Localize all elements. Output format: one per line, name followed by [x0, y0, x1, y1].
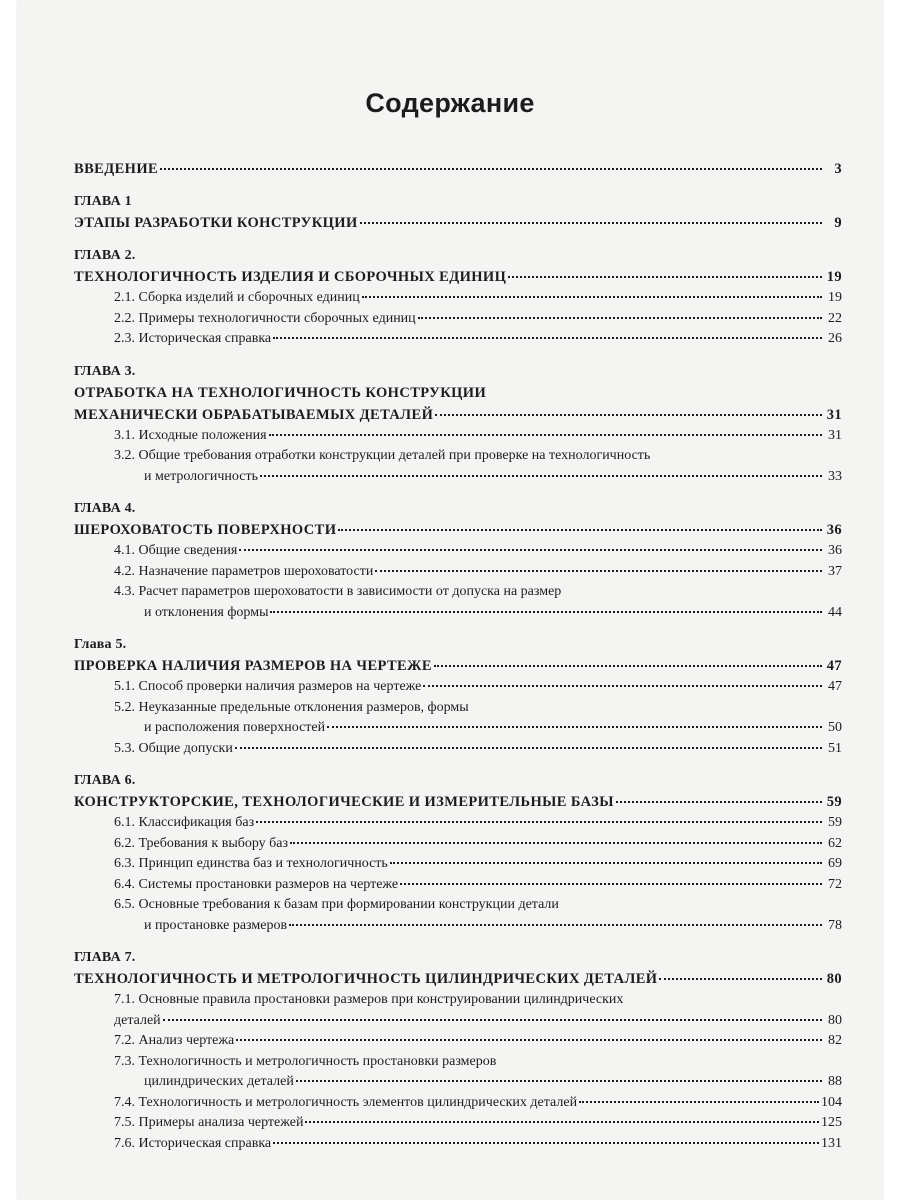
dot-leader — [273, 336, 822, 339]
chapter-label: Глава 5. — [74, 637, 127, 652]
dot-leader — [390, 861, 822, 864]
chapter-label: ГЛАВА 6. — [74, 773, 136, 788]
toc-entry-section[interactable] — [74, 1052, 842, 1093]
section-title-line: 4.3. Расчет параметров шероховатости в зависимости от допуска на размер — [114, 584, 562, 599]
section-line — [114, 541, 842, 562]
section-page: 104 — [821, 1094, 842, 1110]
section-line — [114, 1093, 842, 1114]
section-line — [114, 854, 842, 875]
section-line — [114, 1011, 842, 1032]
section-line — [114, 834, 842, 855]
toc-entry-intro[interactable] — [74, 158, 842, 180]
section-page: 80 — [828, 1012, 842, 1028]
dot-leader — [360, 221, 822, 224]
toc-entry-section[interactable] — [74, 1134, 842, 1155]
dot-leader — [418, 316, 822, 319]
section-line — [114, 426, 842, 447]
intro-label: ВВЕДЕНИЕ — [74, 161, 159, 177]
toc-chapter — [74, 191, 842, 234]
chapter-title: ТЕХНОЛОГИЧНОСТЬ ИЗДЕЛИЯ И СБОРОЧНЫХ ЕДИНИЦ — [74, 269, 507, 285]
chapter-page: 47 — [826, 658, 842, 674]
section-title: 3.1. Исходные положения — [114, 427, 267, 443]
section-title-line: 7.1. Основные правила простановки размеров при конструировании цилиндрических — [114, 992, 624, 1007]
dot-leader — [375, 569, 822, 572]
section-title-line: 7.3. Технологичность и метрологичность простановки размеров — [114, 1053, 497, 1069]
section-title: 2.1. Сборка изделий и сборочных единиц — [114, 290, 360, 305]
toc-entry-section[interactable] — [74, 582, 842, 623]
section-page: 131 — [821, 1135, 842, 1151]
dot-leader — [579, 1100, 819, 1103]
toc-entry-chapter[interactable] — [74, 266, 842, 288]
section-line — [114, 739, 842, 760]
dot-leader — [239, 548, 822, 551]
toc-chapter — [74, 245, 842, 350]
dot-leader — [270, 610, 822, 613]
section-line — [114, 875, 842, 896]
section-line — [114, 1072, 842, 1093]
section-page: 22 — [828, 310, 842, 326]
section-title: 2.2. Примеры технологичности сборочных единиц — [114, 310, 416, 326]
section-page: 31 — [828, 427, 842, 443]
toc-chapter — [74, 770, 842, 936]
toc-entry-section[interactable] — [74, 426, 842, 447]
section-line — [114, 677, 842, 698]
section-title: 5.1. Способ проверки наличия размеров на чертеже — [114, 679, 422, 694]
section-title: 7.6. Историческая справка — [114, 1135, 272, 1151]
dot-leader — [305, 1120, 819, 1123]
dot-leader — [400, 882, 822, 885]
toc-entry-section[interactable] — [74, 834, 842, 855]
dot-leader — [327, 725, 822, 728]
toc-entry-chapter[interactable] — [74, 212, 842, 234]
section-page: 51 — [828, 740, 842, 756]
toc-entry-chapter[interactable] — [74, 519, 842, 541]
dot-leader — [269, 433, 822, 436]
dot-leader — [296, 1079, 822, 1082]
section-line — [114, 1113, 842, 1134]
dot-leader — [434, 664, 822, 667]
section-title-line: 6.5. Основные требования к базам при формировании конструкции детали — [114, 897, 559, 912]
toc-entry-chapter[interactable] — [74, 655, 842, 677]
toc-entry-section[interactable] — [74, 677, 842, 698]
dot-leader — [338, 528, 822, 531]
section-line — [114, 1134, 842, 1155]
section-title: 4.2. Назначение параметров шероховатости — [114, 563, 374, 579]
section-page: 44 — [828, 604, 842, 620]
section-title: и отклонения формы — [144, 604, 269, 620]
section-title: 6.4. Системы простановки размеров на чертеже — [114, 876, 399, 892]
toc-chapter — [74, 947, 842, 1154]
toc-entry-section[interactable] — [74, 990, 842, 1031]
section-page: 47 — [828, 679, 842, 694]
section-page: 69 — [828, 856, 842, 871]
section-title: 7.2. Анализ чертежа — [114, 1033, 235, 1048]
section-page: 125 — [821, 1115, 842, 1130]
section-title: и расположения поверхностей — [144, 720, 326, 735]
toc-entry-section[interactable] — [74, 309, 842, 330]
section-title: 7.4. Технологичность и метрологичность элементов цилиндрических деталей — [114, 1094, 578, 1110]
toc-entry-section[interactable] — [74, 1113, 842, 1134]
toc-entry-section[interactable] — [74, 813, 842, 834]
toc-entry-section[interactable] — [74, 329, 842, 350]
toc-entry-section[interactable] — [74, 698, 842, 739]
dot-leader — [256, 820, 822, 823]
toc-entry-section[interactable] — [74, 446, 842, 487]
toc-entry-section[interactable] — [74, 1031, 842, 1052]
section-title: 4.1. Общие сведения — [114, 543, 238, 558]
toc-entry-section[interactable] — [74, 1093, 842, 1114]
section-title: и метрологичность — [144, 468, 258, 484]
toc-entry-section[interactable] — [74, 739, 842, 760]
section-title: 6.1. Классификация баз — [114, 815, 255, 830]
section-line — [114, 467, 842, 488]
dot-leader — [362, 295, 822, 298]
section-line — [114, 329, 842, 350]
chapter-page: 31 — [826, 406, 842, 423]
toc-chapter — [74, 634, 842, 759]
toc-chapter — [74, 498, 842, 623]
chapter-title-line: ОТРАБОТКА НА ТЕХНОЛОГИЧНОСТЬ КОНСТРУКЦИИ — [74, 384, 487, 401]
dot-leader — [163, 1018, 822, 1021]
section-title: 7.5. Примеры анализа чертежей — [114, 1115, 304, 1130]
chapter-title: ПРОВЕРКА НАЛИЧИЯ РАЗМЕРОВ НА ЧЕРТЕЖЕ — [74, 658, 432, 674]
chapter-label: ГЛАВА 4. — [74, 501, 136, 516]
toc-entry-section[interactable] — [74, 875, 842, 896]
page-title: Содержание — [365, 88, 535, 118]
toc-entry-chapter[interactable] — [74, 791, 842, 813]
section-page: 62 — [828, 835, 842, 851]
chapter-page: 80 — [826, 971, 842, 987]
chapter-page: 9 — [834, 215, 842, 231]
section-title: и простановке размеров — [144, 917, 288, 933]
toc-entry-chapter[interactable] — [74, 404, 842, 426]
section-title: 2.3. Историческая справка — [114, 331, 272, 346]
section-title: 5.3. Общие допуски — [114, 740, 233, 756]
section-page: 37 — [828, 563, 842, 579]
dot-leader — [289, 923, 822, 926]
section-title: 6.2. Требования к выбору баз — [114, 835, 289, 851]
dot-leader — [160, 167, 822, 170]
toc-chapter — [74, 361, 842, 488]
section-title: цилиндрических деталей — [144, 1074, 294, 1089]
section-line — [114, 718, 842, 739]
dot-leader — [290, 841, 822, 844]
section-page: 36 — [828, 543, 842, 558]
toc-entry-section[interactable] — [74, 562, 842, 583]
section-title-line: 3.2. Общие требования отработки конструкции деталей при проверке на технологичность — [114, 448, 651, 463]
dot-leader — [435, 413, 822, 416]
section-page: 26 — [828, 331, 842, 346]
section-title: 6.3. Принцип единства баз и технологичность — [114, 856, 388, 871]
dot-leader — [616, 800, 822, 803]
section-page: 78 — [828, 917, 842, 933]
dot-leader — [508, 275, 822, 278]
chapter-label: ГЛАВА 1 — [74, 194, 132, 209]
section-page: 59 — [828, 815, 842, 830]
intro-page: 3 — [834, 161, 842, 177]
chapter-page: 19 — [826, 269, 842, 285]
chapter-title: ЭТАПЫ РАЗРАБОТКИ КОНСТРУКЦИИ — [74, 215, 358, 231]
toc-entry-section[interactable] — [74, 895, 842, 936]
chapter-label: ГЛАВА 3. — [74, 363, 136, 379]
toc-entry-section[interactable] — [74, 541, 842, 562]
section-line — [114, 916, 842, 937]
chapter-label: ГЛАВА 2. — [74, 248, 136, 263]
dot-leader — [423, 684, 822, 687]
toc-entry-section[interactable] — [74, 288, 842, 309]
section-page: 88 — [828, 1074, 842, 1089]
chapter-title: ТЕХНОЛОГИЧНОСТЬ И МЕТРОЛОГИЧНОСТЬ ЦИЛИНДРИЧЕСКИХ ДЕТАЛЕЙ — [74, 971, 658, 987]
book-page — [18, 0, 882, 1200]
section-page: 50 — [828, 720, 842, 735]
section-line — [114, 309, 842, 330]
table-of-contents — [74, 158, 842, 1165]
section-line — [114, 288, 842, 309]
chapter-page: 36 — [826, 522, 842, 538]
section-line — [114, 1031, 842, 1052]
dot-leader — [659, 977, 822, 980]
section-page: 19 — [828, 290, 842, 305]
section-page: 82 — [828, 1033, 842, 1048]
dot-leader — [273, 1141, 819, 1144]
section-title-line: 5.2. Неуказанные предельные отклонения размеров, формы — [114, 699, 469, 715]
chapter-title: ШЕРОХОВАТОСТЬ ПОВЕРХНОСТИ — [74, 522, 337, 538]
toc-entry-chapter[interactable] — [74, 968, 842, 990]
section-line — [114, 813, 842, 834]
chapter-title: МЕХАНИЧЕСКИ ОБРАБАТЫВАЕМЫХ ДЕТАЛЕЙ — [74, 406, 434, 423]
toc-entry-section[interactable] — [74, 854, 842, 875]
dot-leader — [236, 1038, 822, 1041]
chapter-page: 59 — [826, 794, 842, 810]
chapter-label: ГЛАВА 7. — [74, 950, 136, 965]
section-line — [114, 562, 842, 583]
dot-leader — [260, 474, 822, 477]
section-page: 72 — [828, 876, 842, 892]
section-line — [114, 603, 842, 624]
chapter-title: КОНСТРУКТОРСКИЕ, ТЕХНОЛОГИЧЕСКИЕ И ИЗМЕРИТЕЛЬНЫЕ БАЗЫ — [74, 794, 614, 810]
dot-leader — [235, 746, 822, 749]
toc-intro — [74, 158, 842, 180]
chapter-list — [74, 191, 842, 1154]
section-title: деталей — [114, 1012, 161, 1028]
section-page: 33 — [828, 468, 842, 484]
